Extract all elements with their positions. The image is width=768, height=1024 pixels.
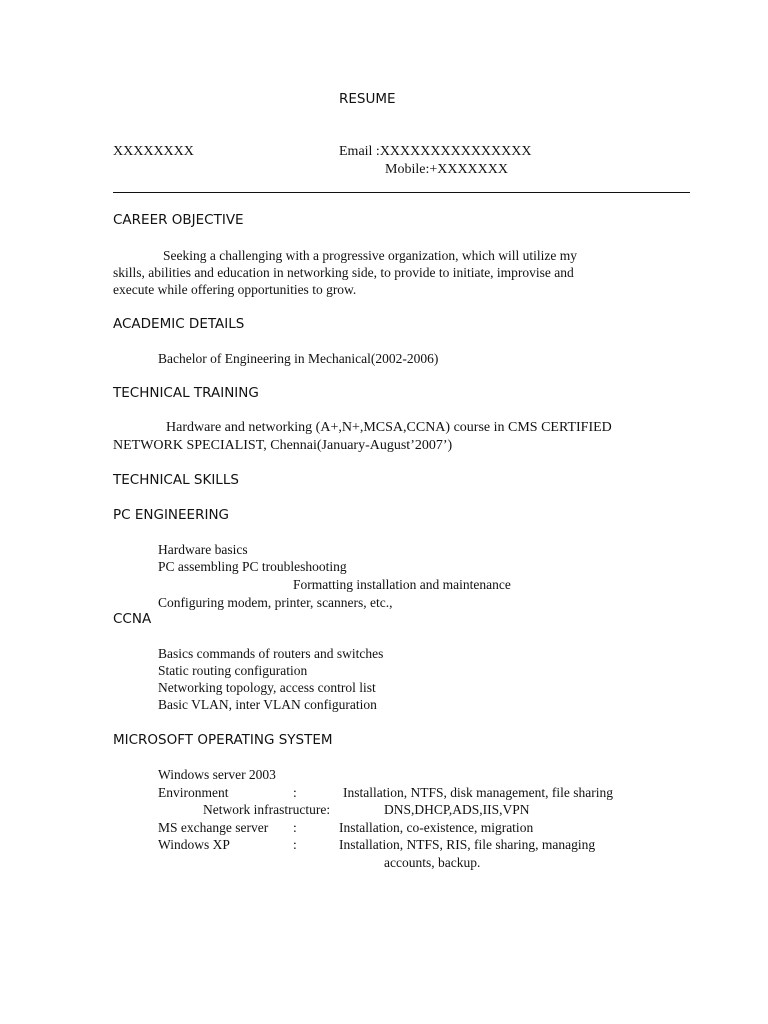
- ccna-skill-item: Basics commands of routers and switches: [158, 646, 384, 661]
- environment-label: Environment: [158, 785, 229, 800]
- academic-details-heading: ACADEMIC DETAILS: [113, 316, 245, 332]
- network-infra-label: Network infrastructure:: [203, 802, 331, 817]
- header-divider: [113, 192, 690, 193]
- pc-skill-item: Configuring modem, printer, scanners, etc.,: [158, 595, 393, 610]
- pc-skill-item: PC assembling PC troubleshooting: [158, 559, 347, 574]
- windows-xp-label: Windows XP: [158, 837, 230, 852]
- windows-xp-colon: :: [293, 837, 297, 852]
- ccna-skill-item: Networking topology, access control list: [158, 680, 376, 695]
- pc-skill-item: Hardware basics: [158, 542, 248, 557]
- pc-skill-item: Formatting installation and maintenance: [293, 577, 511, 592]
- environment-value: Installation, NTFS, disk management, file sharing: [343, 785, 613, 800]
- exchange-value: Installation, co-existence, migration: [339, 820, 534, 835]
- objective-line: execute while offering opportunities to grow.: [113, 282, 357, 297]
- resume-title: RESUME: [339, 91, 396, 107]
- microsoft-os-heading: MICROSOFT OPERATING SYSTEM: [113, 732, 333, 748]
- windows-xp-value-cont: accounts, backup.: [384, 855, 481, 870]
- pc-engineering-heading: PC ENGINEERING: [113, 507, 230, 523]
- training-line: Hardware and networking (A+,N+,MCSA,CCNA) course in CMS CERTIFIED: [166, 420, 612, 435]
- ccna-skill-item: Basic VLAN, inter VLAN configuration: [158, 697, 377, 712]
- degree-line: Bachelor of Engineering in Mechanical(2002-2006): [158, 351, 439, 366]
- exchange-label: MS exchange server: [158, 820, 269, 835]
- ccna-heading: CCNA: [113, 611, 152, 627]
- environment-colon: :: [293, 785, 297, 800]
- objective-line: skills, abilities and education in networking side, to provide to initiate, improvise and: [113, 265, 574, 280]
- ccna-skill-item: Static routing configuration: [158, 663, 308, 678]
- windows-server-line: Windows server 2003: [158, 767, 276, 782]
- career-objective-heading: CAREER OBJECTIVE: [113, 212, 244, 228]
- email-line: Email :XXXXXXXXXXXXXXX: [339, 144, 532, 159]
- technical-skills-heading: TECHNICAL SKILLS: [113, 472, 239, 488]
- objective-line: Seeking a challenging with a progressive organization, which will utilize my: [163, 248, 578, 263]
- training-line: NETWORK SPECIALIST, Chennai(January-August’2007’): [113, 438, 453, 453]
- network-infra-value: DNS,DHCP,ADS,IIS,VPN: [384, 802, 530, 817]
- technical-training-heading: TECHNICAL TRAINING: [113, 385, 259, 401]
- exchange-colon: :: [293, 820, 297, 835]
- windows-xp-value: Installation, NTFS, RIS, file sharing, managing: [339, 837, 596, 852]
- candidate-name: XXXXXXXX: [113, 144, 194, 159]
- mobile-line: Mobile:+XXXXXXX: [385, 162, 508, 177]
